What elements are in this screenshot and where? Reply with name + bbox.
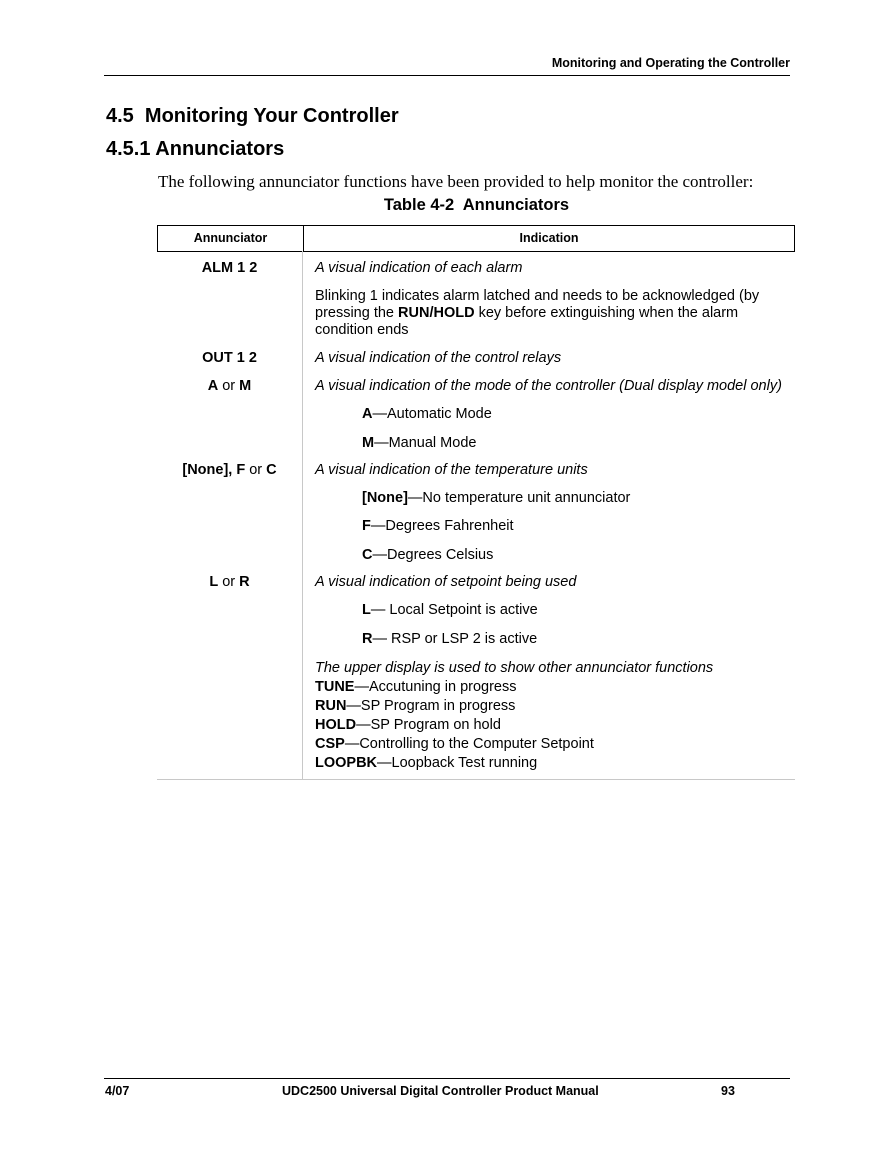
option-text: —No temperature unit annunciator — [407, 490, 631, 506]
temp-option-celsius — [362, 547, 493, 563]
label-or: or — [218, 378, 240, 394]
column-header-indication: Indication — [519, 231, 579, 245]
indication-alm: A visual indication of each alarm — [315, 260, 523, 276]
upper-display-intro: The upper display is used to show other annunciator functions — [315, 660, 714, 676]
label-or: or — [218, 574, 240, 590]
label-a: A — [207, 378, 219, 394]
temp-option-none — [362, 490, 630, 506]
alm-detail-text: Blinking 1 indicates alarm latched and needs to be acknowledged (by pressing the — [315, 288, 760, 321]
function-key: HOLD — [315, 717, 357, 733]
upper-function-tune — [315, 678, 713, 697]
option-key: [None] — [362, 490, 408, 506]
label-r: R — [239, 574, 250, 590]
label-f: F — [236, 462, 246, 478]
indication-out: A visual indication of the control relays — [315, 350, 562, 366]
mode-option-automatic — [362, 406, 492, 422]
function-key: TUNE — [315, 679, 355, 695]
option-key: R — [362, 631, 373, 647]
upper-function-loopbk — [315, 754, 713, 773]
annunciator-label-setpoint — [157, 574, 302, 590]
setpoint-option-remote — [362, 631, 537, 647]
mode-option-manual — [362, 435, 476, 451]
label-l: L — [209, 574, 219, 590]
upper-function-hold — [315, 716, 713, 735]
indication-mode: A visual indication of the mode of the controller (Dual display model only) — [315, 378, 782, 394]
indication-temperature: A visual indication of the temperature units — [315, 462, 588, 478]
annunciator-label-temperature — [157, 462, 302, 478]
function-text: —Accutuning in progress — [354, 679, 517, 695]
label-comma: , — [228, 462, 237, 478]
upper-display-functions — [315, 659, 713, 773]
annunciator-label-alm: ALM 1 2 — [201, 260, 258, 276]
option-text: —Degrees Celsius — [372, 547, 494, 563]
label-none: [None] — [182, 462, 229, 478]
function-text: —SP Program on hold — [356, 717, 501, 733]
setpoint-option-local — [362, 602, 538, 618]
function-text: —SP Program in progress — [346, 698, 516, 714]
running-header: Monitoring and Operating the Controller — [104, 56, 790, 76]
label-c: C — [266, 462, 277, 478]
option-text: —Manual Mode — [374, 435, 477, 451]
annunciator-label-out: OUT 1 2 — [202, 350, 257, 366]
table-header-row — [157, 225, 795, 252]
intro-paragraph: The following annunciator functions have been provided to help monitor the controller: — [158, 172, 754, 191]
footer-rule — [104, 1078, 790, 1079]
indication-alm-detail — [315, 288, 780, 339]
footer-date: 4/07 — [105, 1084, 130, 1098]
label-m: M — [239, 378, 252, 394]
option-text: —Degrees Fahrenheit — [370, 518, 514, 534]
label-or: or — [245, 462, 267, 478]
annunciator-label-mode — [157, 378, 302, 394]
alm-detail-text-end: key before extinguishing when the alarm condition ends — [315, 305, 739, 338]
option-text: — RSP or LSP 2 is active — [372, 631, 538, 647]
option-text: — Local Setpoint is active — [370, 602, 538, 618]
option-key: C — [362, 547, 373, 563]
run-hold-key: RUN/HOLD — [398, 305, 475, 321]
option-key: A — [362, 406, 373, 422]
function-key: LOOPBK — [315, 755, 378, 771]
column-divider — [302, 251, 303, 779]
footer-page-number: 93 — [721, 1084, 735, 1098]
section-heading: 4.5 Monitoring Your Controller — [106, 105, 399, 127]
option-key: F — [362, 518, 371, 534]
column-header-annunciator: Annunciator — [158, 226, 304, 251]
subsection-heading: 4.5.1 Annunciators — [106, 138, 285, 160]
function-key: RUN — [315, 698, 347, 714]
upper-function-csp — [315, 735, 713, 754]
indication-setpoint: A visual indication of setpoint being used — [315, 574, 577, 590]
function-text: —Controlling to the Computer Setpoint — [344, 736, 594, 752]
footer-manual-title: UDC2500 Universal Digital Controller Product Manual — [282, 1084, 599, 1098]
function-key: CSP — [315, 736, 345, 752]
table-bottom-rule — [157, 779, 795, 780]
option-key: M — [362, 435, 375, 451]
upper-function-run — [315, 697, 713, 716]
function-text: —Loopback Test running — [377, 755, 538, 771]
temp-option-fahrenheit — [362, 518, 514, 534]
option-text: —Automatic Mode — [372, 406, 492, 422]
table-caption: Table 4-2 Annunciators — [383, 196, 570, 214]
option-key: L — [362, 602, 371, 618]
